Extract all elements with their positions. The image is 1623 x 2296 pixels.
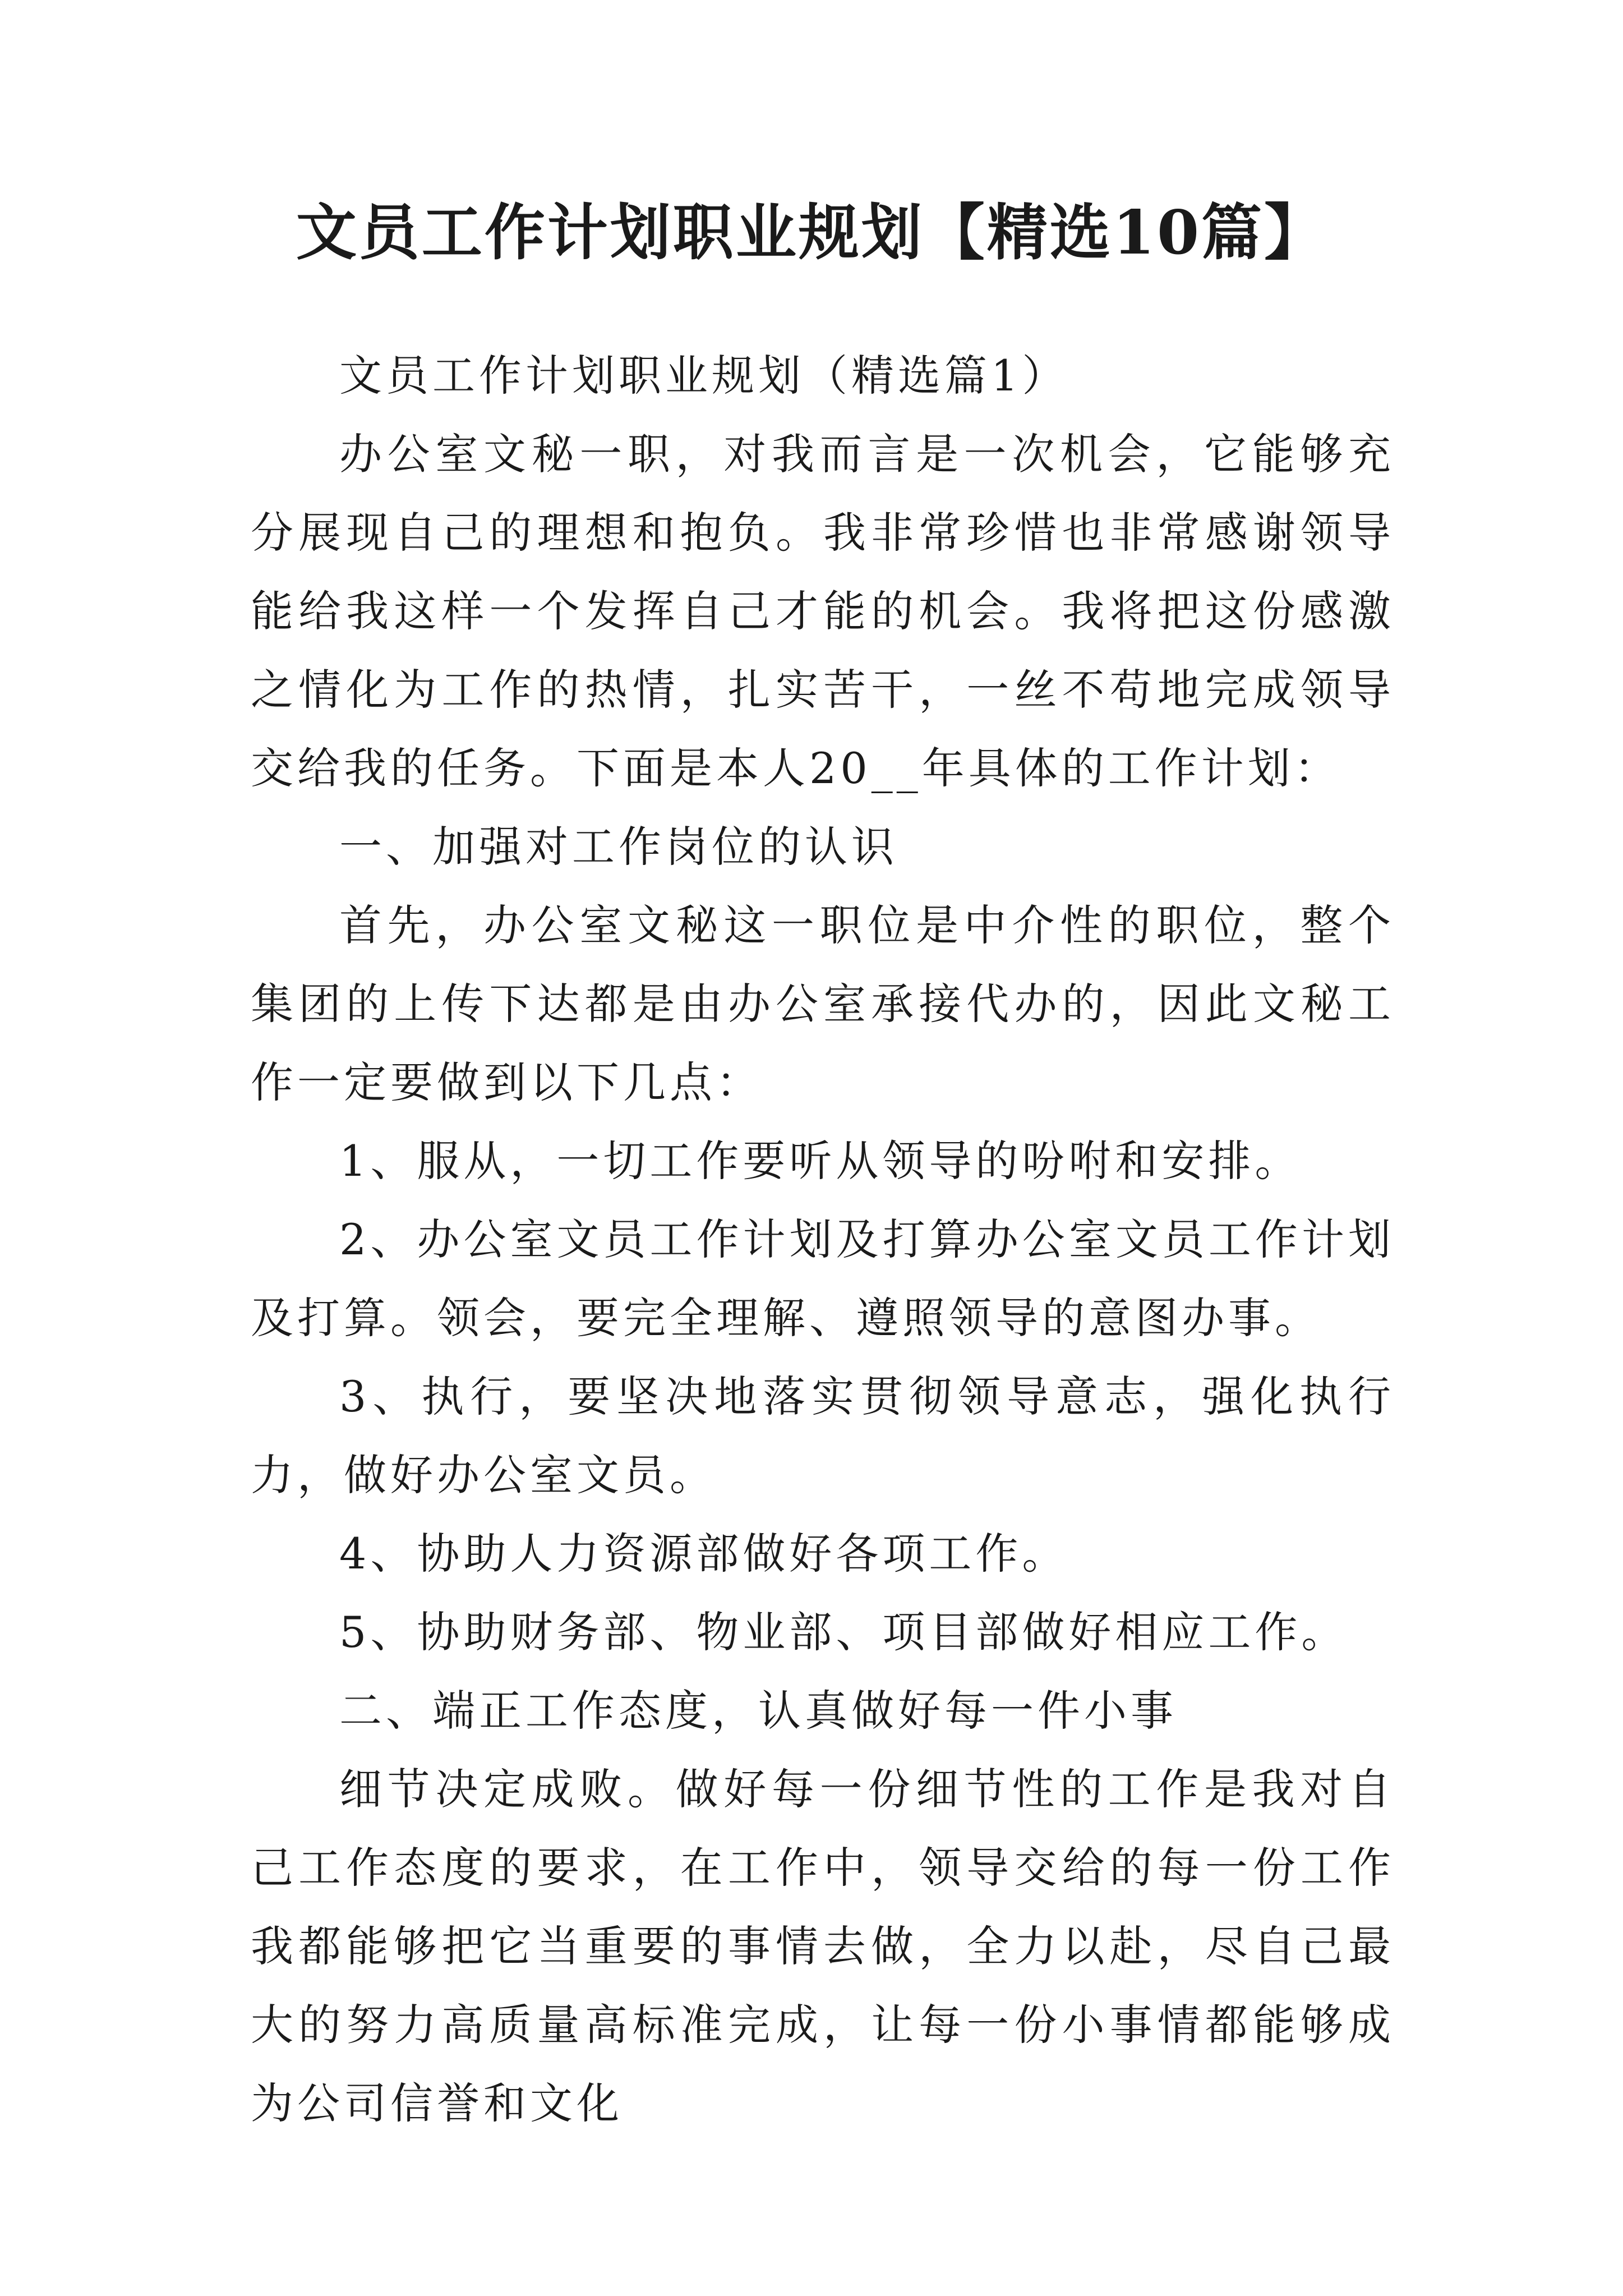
section-heading: 文员工作计划职业规划（精选篇1） — [339, 351, 1069, 401]
document-title: 文员工作计划职业规划【精选10篇】 — [296, 197, 1327, 268]
section-heading: 一、加强对工作岗位的认识 — [339, 822, 898, 872]
list-item: 5、协助财务部、物业部、项目部做好相应工作。 — [339, 1607, 1348, 1657]
paragraph: 办公室文秘一职，对我而言是一次机会，它能够充分展现自己的理想和抱负。我非常珍惜也非常感谢领导能给我这样一个发挥自己才能的机会。我将把这份感激之情化为工作的热情，扎实苦干，一丝不苟地完成领导交给我的任务。下面是本人20__年具体的工作计划： — [251, 429, 1395, 793]
list-item: 3、执行，要坚决地落实贯彻领导意志，强化执行力，做好办公室文员。 — [251, 1372, 1395, 1500]
paragraph: 首先，办公室文秘这一职位是中介性的职位，整个集团的上传下达都是由办公室承接代办的，因此文秘工作一定要做到以下几点： — [251, 900, 1395, 1107]
list-item: 4、协助人力资源部做好各项工作。 — [339, 1529, 1069, 1579]
section-heading: 二、端正工作态度，认真做好每一件小事 — [339, 1686, 1177, 1736]
list-item: 1、服从，一切工作要听从领导的吩咐和安排。 — [339, 1136, 1302, 1186]
paragraph: 细节决定成败。做好每一份细节性的工作是我对自己工作态度的要求，在工作中，领导交给的每一份工作我都能够把它当重要的事情去做，全力以赴，尽自己最大的努力高质量高标准完成，让每一份小事情都能够成为公司信誉和文化 — [251, 1764, 1395, 2128]
document-body — [251, 337, 1395, 2143]
list-item: 2、办公室文员工作计划及打算办公室文员工作计划及打算。领会，要完全理解、遵照领导的意图办事。 — [251, 1214, 1395, 1343]
